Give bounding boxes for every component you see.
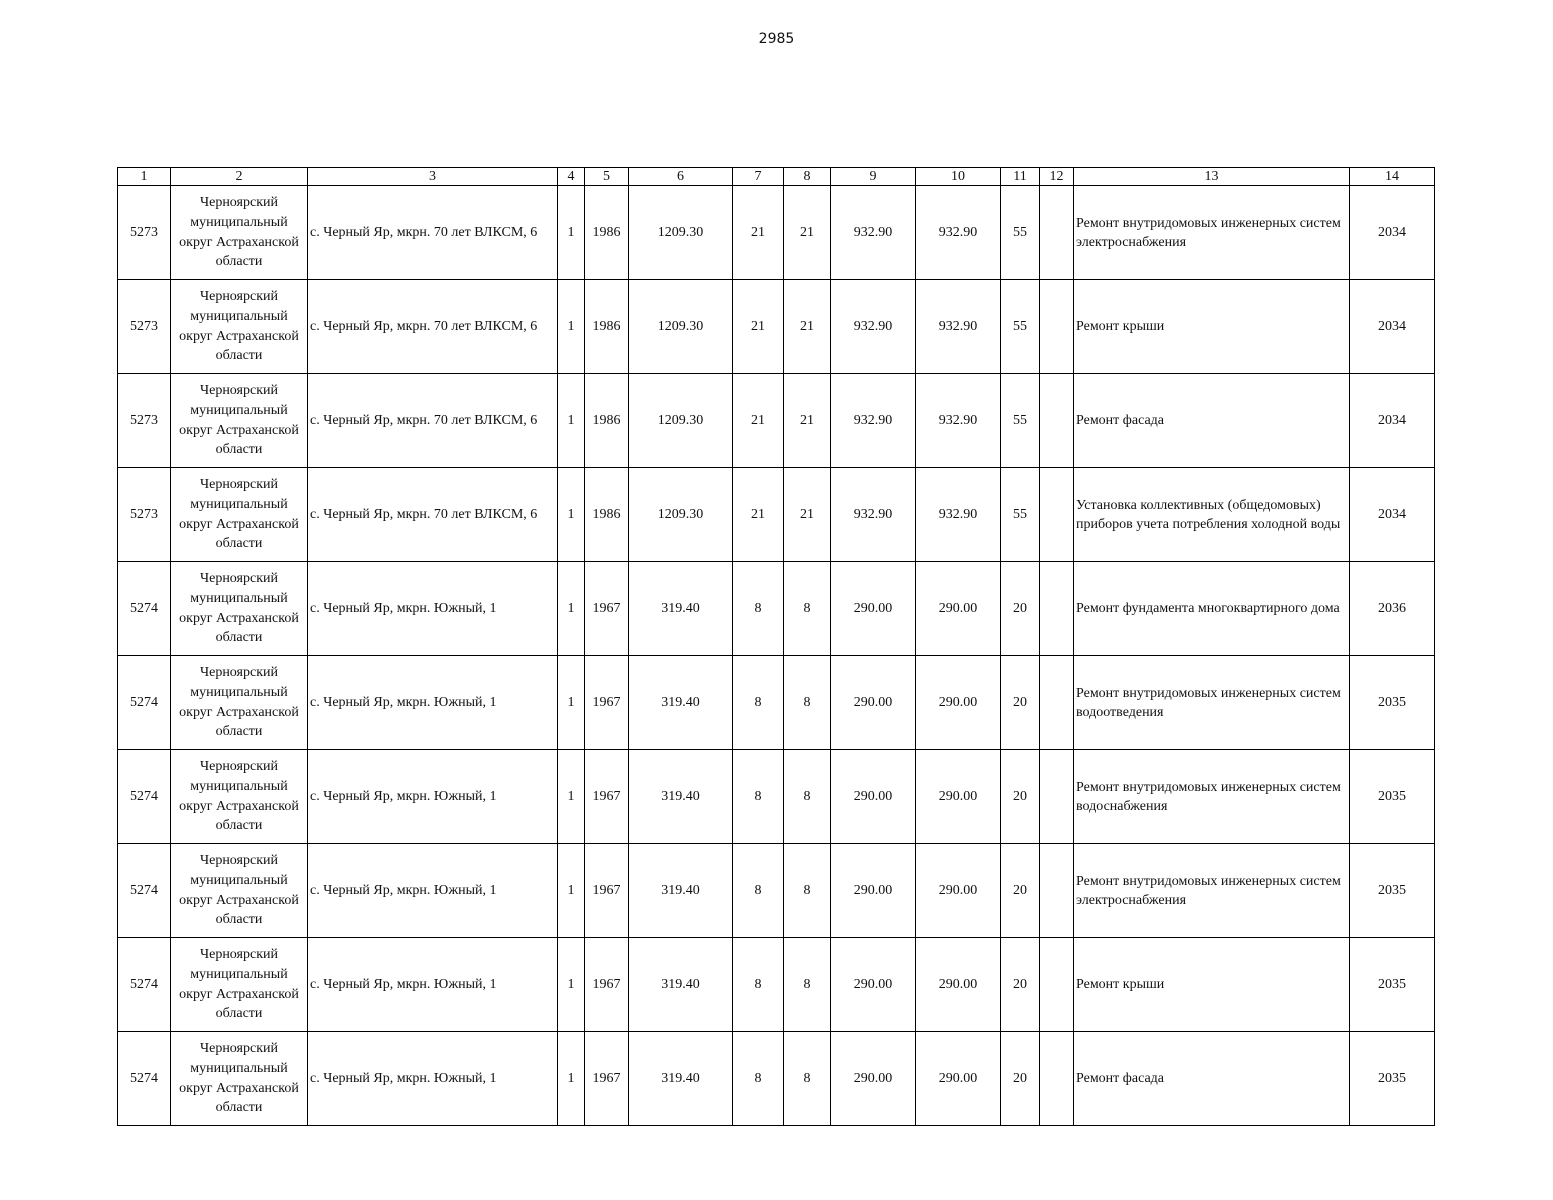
district: Черноярский муниципальный округ Астраханской области — [171, 186, 308, 280]
total-area: 319.40 — [629, 562, 733, 656]
work-type: Ремонт внутридомовых инженерных систем водоснабжения — [1074, 750, 1350, 844]
col-11-value: 20 — [1001, 1032, 1040, 1126]
address: с. Черный Яр, мкрн. Южный, 1 — [308, 656, 558, 750]
col-11-value: 20 — [1001, 844, 1040, 938]
work-type: Ремонт крыши — [1074, 280, 1350, 374]
col-10-value: 290.00 — [916, 750, 1001, 844]
col-12-value — [1040, 656, 1074, 750]
total-area: 1209.30 — [629, 280, 733, 374]
col-4-value: 1 — [558, 938, 585, 1032]
total-area: 319.40 — [629, 750, 733, 844]
column-header-4: 4 — [558, 168, 585, 186]
build-year: 1967 — [585, 938, 629, 1032]
col-12-value — [1040, 844, 1074, 938]
col-7-value: 21 — [733, 468, 784, 562]
district: Черноярский муниципальный округ Астраханской области — [171, 562, 308, 656]
address: с. Черный Яр, мкрн. Южный, 1 — [308, 1032, 558, 1126]
work-type: Ремонт внутридомовых инженерных систем водоотведения — [1074, 656, 1350, 750]
work-type: Ремонт внутридомовых инженерных систем электроснабжения — [1074, 844, 1350, 938]
col-4-value: 1 — [558, 468, 585, 562]
table-row — [118, 938, 1435, 1032]
col-10-value: 290.00 — [916, 844, 1001, 938]
col-12-value — [1040, 280, 1074, 374]
table-row — [118, 562, 1435, 656]
build-year: 1967 — [585, 1032, 629, 1126]
col-7-value: 8 — [733, 562, 784, 656]
col-12-value — [1040, 374, 1074, 468]
col-7-value: 8 — [733, 750, 784, 844]
col-12-value — [1040, 186, 1074, 280]
build-year: 1986 — [585, 186, 629, 280]
column-header-5: 5 — [585, 168, 629, 186]
planned-year: 2034 — [1350, 186, 1435, 280]
work-type: Установка коллективных (общедомовых) приборов учета потребления холодной воды — [1074, 468, 1350, 562]
district: Черноярский муниципальный округ Астраханской области — [171, 938, 308, 1032]
column-header-1: 1 — [118, 168, 171, 186]
col-9-value: 290.00 — [831, 656, 916, 750]
work-type: Ремонт фундамента многоквартирного дома — [1074, 562, 1350, 656]
col-10-value: 932.90 — [916, 374, 1001, 468]
district: Черноярский муниципальный округ Астраханской области — [171, 844, 308, 938]
planned-year: 2035 — [1350, 750, 1435, 844]
col-4-value: 1 — [558, 656, 585, 750]
column-header-10: 10 — [916, 168, 1001, 186]
table-row — [118, 280, 1435, 374]
col-8-value: 8 — [784, 1032, 831, 1126]
table-row — [118, 374, 1435, 468]
col-7-value: 21 — [733, 374, 784, 468]
planned-year: 2035 — [1350, 938, 1435, 1032]
work-type: Ремонт фасада — [1074, 1032, 1350, 1126]
record-number: 5274 — [118, 656, 171, 750]
planned-year: 2034 — [1350, 280, 1435, 374]
planned-year: 2036 — [1350, 562, 1435, 656]
col-4-value: 1 — [558, 1032, 585, 1126]
col-8-value: 21 — [784, 374, 831, 468]
address: с. Черный Яр, мкрн. 70 лет ВЛКСМ, 6 — [308, 468, 558, 562]
col-7-value: 8 — [733, 844, 784, 938]
total-area: 1209.30 — [629, 468, 733, 562]
column-header-12: 12 — [1040, 168, 1074, 186]
housing-register-table — [117, 167, 1435, 1126]
work-type: Ремонт крыши — [1074, 938, 1350, 1032]
column-header-13: 13 — [1074, 168, 1350, 186]
col-4-value: 1 — [558, 562, 585, 656]
build-year: 1967 — [585, 844, 629, 938]
record-number: 5274 — [118, 1032, 171, 1126]
table-row — [118, 1032, 1435, 1126]
col-10-value: 932.90 — [916, 280, 1001, 374]
record-number: 5273 — [118, 374, 171, 468]
col-12-value — [1040, 468, 1074, 562]
col-11-value: 20 — [1001, 938, 1040, 1032]
planned-year: 2034 — [1350, 374, 1435, 468]
col-8-value: 8 — [784, 844, 831, 938]
address: с. Черный Яр, мкрн. Южный, 1 — [308, 750, 558, 844]
table-body — [118, 186, 1435, 1126]
table-row — [118, 844, 1435, 938]
col-12-value — [1040, 938, 1074, 1032]
col-4-value: 1 — [558, 750, 585, 844]
record-number: 5273 — [118, 280, 171, 374]
col-8-value: 8 — [784, 938, 831, 1032]
col-8-value: 8 — [784, 562, 831, 656]
build-year: 1967 — [585, 656, 629, 750]
address: с. Черный Яр, мкрн. Южный, 1 — [308, 562, 558, 656]
record-number: 5273 — [118, 468, 171, 562]
col-10-value: 932.90 — [916, 186, 1001, 280]
record-number: 5274 — [118, 562, 171, 656]
total-area: 319.40 — [629, 938, 733, 1032]
district: Черноярский муниципальный округ Астраханской области — [171, 656, 308, 750]
column-header-9: 9 — [831, 168, 916, 186]
col-8-value: 8 — [784, 750, 831, 844]
work-type: Ремонт внутридомовых инженерных систем электроснабжения — [1074, 186, 1350, 280]
work-type: Ремонт фасада — [1074, 374, 1350, 468]
planned-year: 2035 — [1350, 656, 1435, 750]
col-9-value: 290.00 — [831, 1032, 916, 1126]
column-header-6: 6 — [629, 168, 733, 186]
table-row — [118, 656, 1435, 750]
col-9-value: 290.00 — [831, 844, 916, 938]
build-year: 1967 — [585, 750, 629, 844]
col-9-value: 932.90 — [831, 186, 916, 280]
column-header-11: 11 — [1001, 168, 1040, 186]
district: Черноярский муниципальный округ Астраханской области — [171, 1032, 308, 1126]
col-11-value: 20 — [1001, 656, 1040, 750]
col-11-value: 55 — [1001, 186, 1040, 280]
col-11-value: 20 — [1001, 562, 1040, 656]
address: с. Черный Яр, мкрн. 70 лет ВЛКСМ, 6 — [308, 186, 558, 280]
column-header-7: 7 — [733, 168, 784, 186]
column-number-row — [118, 168, 1435, 186]
col-9-value: 290.00 — [831, 750, 916, 844]
col-7-value: 8 — [733, 938, 784, 1032]
page-number: 2985 — [758, 31, 795, 47]
planned-year: 2034 — [1350, 468, 1435, 562]
col-8-value: 21 — [784, 186, 831, 280]
col-10-value: 290.00 — [916, 562, 1001, 656]
col-7-value: 8 — [733, 1032, 784, 1126]
col-9-value: 932.90 — [831, 280, 916, 374]
district: Черноярский муниципальный округ Астраханской области — [171, 280, 308, 374]
col-8-value: 21 — [784, 280, 831, 374]
col-11-value: 55 — [1001, 468, 1040, 562]
col-7-value: 8 — [733, 656, 784, 750]
col-7-value: 21 — [733, 186, 784, 280]
district: Черноярский муниципальный округ Астраханской области — [171, 468, 308, 562]
district: Черноярский муниципальный округ Астраханской области — [171, 374, 308, 468]
address: с. Черный Яр, мкрн. 70 лет ВЛКСМ, 6 — [308, 374, 558, 468]
build-year: 1986 — [585, 468, 629, 562]
col-10-value: 290.00 — [916, 938, 1001, 1032]
address: с. Черный Яр, мкрн. Южный, 1 — [308, 938, 558, 1032]
col-4-value: 1 — [558, 280, 585, 374]
col-8-value: 8 — [784, 656, 831, 750]
column-header-8: 8 — [784, 168, 831, 186]
district: Черноярский муниципальный округ Астраханской области — [171, 750, 308, 844]
col-11-value: 20 — [1001, 750, 1040, 844]
total-area: 319.40 — [629, 656, 733, 750]
col-9-value: 290.00 — [831, 938, 916, 1032]
column-header-2: 2 — [171, 168, 308, 186]
table-row — [118, 750, 1435, 844]
col-11-value: 55 — [1001, 374, 1040, 468]
record-number: 5274 — [118, 938, 171, 1032]
build-year: 1967 — [585, 562, 629, 656]
col-8-value: 21 — [784, 468, 831, 562]
col-10-value: 290.00 — [916, 1032, 1001, 1126]
column-header-3: 3 — [308, 168, 558, 186]
col-4-value: 1 — [558, 186, 585, 280]
col-9-value: 932.90 — [831, 468, 916, 562]
table-row — [118, 186, 1435, 280]
record-number: 5274 — [118, 844, 171, 938]
record-number: 5273 — [118, 186, 171, 280]
col-12-value — [1040, 562, 1074, 656]
col-12-value — [1040, 1032, 1074, 1126]
col-4-value: 1 — [558, 374, 585, 468]
column-header-14: 14 — [1350, 168, 1435, 186]
build-year: 1986 — [585, 280, 629, 374]
record-number: 5274 — [118, 750, 171, 844]
total-area: 319.40 — [629, 844, 733, 938]
col-10-value: 290.00 — [916, 656, 1001, 750]
col-11-value: 55 — [1001, 280, 1040, 374]
col-4-value: 1 — [558, 844, 585, 938]
address: с. Черный Яр, мкрн. 70 лет ВЛКСМ, 6 — [308, 280, 558, 374]
col-9-value: 932.90 — [831, 374, 916, 468]
col-10-value: 932.90 — [916, 468, 1001, 562]
address: с. Черный Яр, мкрн. Южный, 1 — [308, 844, 558, 938]
total-area: 319.40 — [629, 1032, 733, 1126]
total-area: 1209.30 — [629, 374, 733, 468]
build-year: 1986 — [585, 374, 629, 468]
planned-year: 2035 — [1350, 844, 1435, 938]
table-row — [118, 468, 1435, 562]
total-area: 1209.30 — [629, 186, 733, 280]
col-9-value: 290.00 — [831, 562, 916, 656]
col-12-value — [1040, 750, 1074, 844]
col-7-value: 21 — [733, 280, 784, 374]
planned-year: 2035 — [1350, 1032, 1435, 1126]
